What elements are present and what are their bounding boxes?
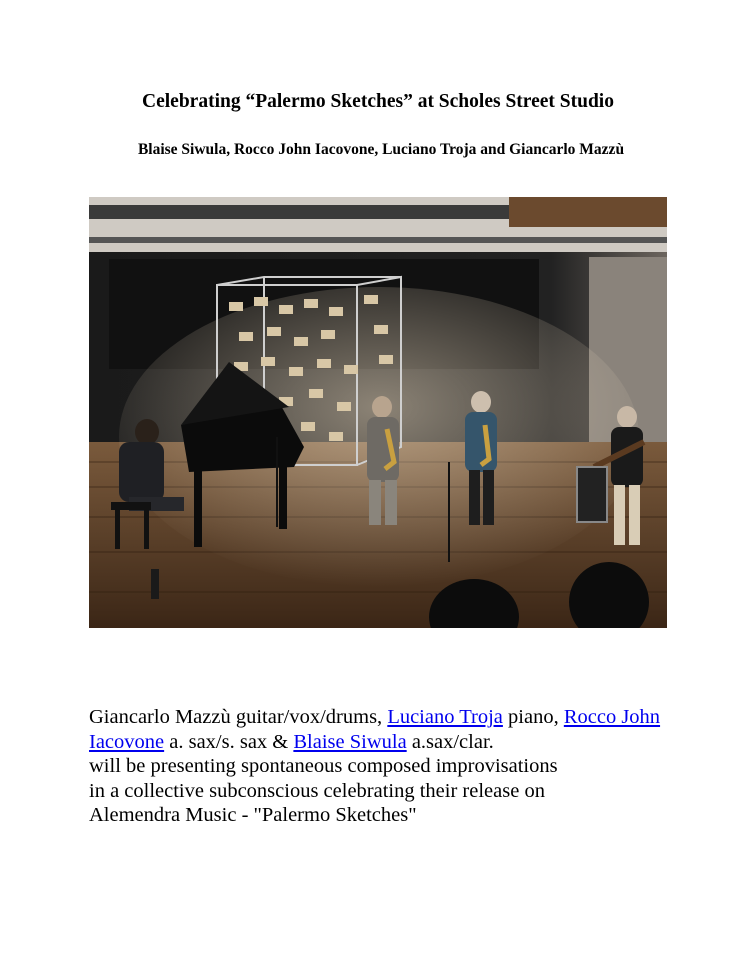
page-subtitle: Blaise Siwula, Rocco John Iacovone, Luciano Troja and Giancarlo Mazzù xyxy=(137,141,625,158)
page-title: Celebrating “Palermo Sketches” at Scholes Street Studio xyxy=(142,91,614,112)
after-link2-text: a. sax/s. sax & xyxy=(164,730,294,753)
description-line-5: Alemendra Music - "Palermo Sketches" xyxy=(89,804,417,826)
blaise-siwula-link[interactable]: Blaise Siwula xyxy=(293,730,407,753)
event-description xyxy=(89,705,669,828)
after-link1-text: piano, xyxy=(502,706,564,728)
luciano-troja-link[interactable]: Luciano Troja xyxy=(387,706,503,728)
after-link3-text: a.sax/clar. xyxy=(406,730,494,753)
description-line-4: in a collective subconscious celebrating their release on xyxy=(89,779,545,802)
intro-text: Giancarlo Mazzù guitar/vox/drums, xyxy=(89,706,388,728)
description-line-3: will be presenting spontaneous composed improvisations xyxy=(89,755,558,777)
rocco-john-iacovone-link[interactable]: Rocco John Iacovone xyxy=(89,706,661,753)
concert-photo xyxy=(89,197,667,628)
